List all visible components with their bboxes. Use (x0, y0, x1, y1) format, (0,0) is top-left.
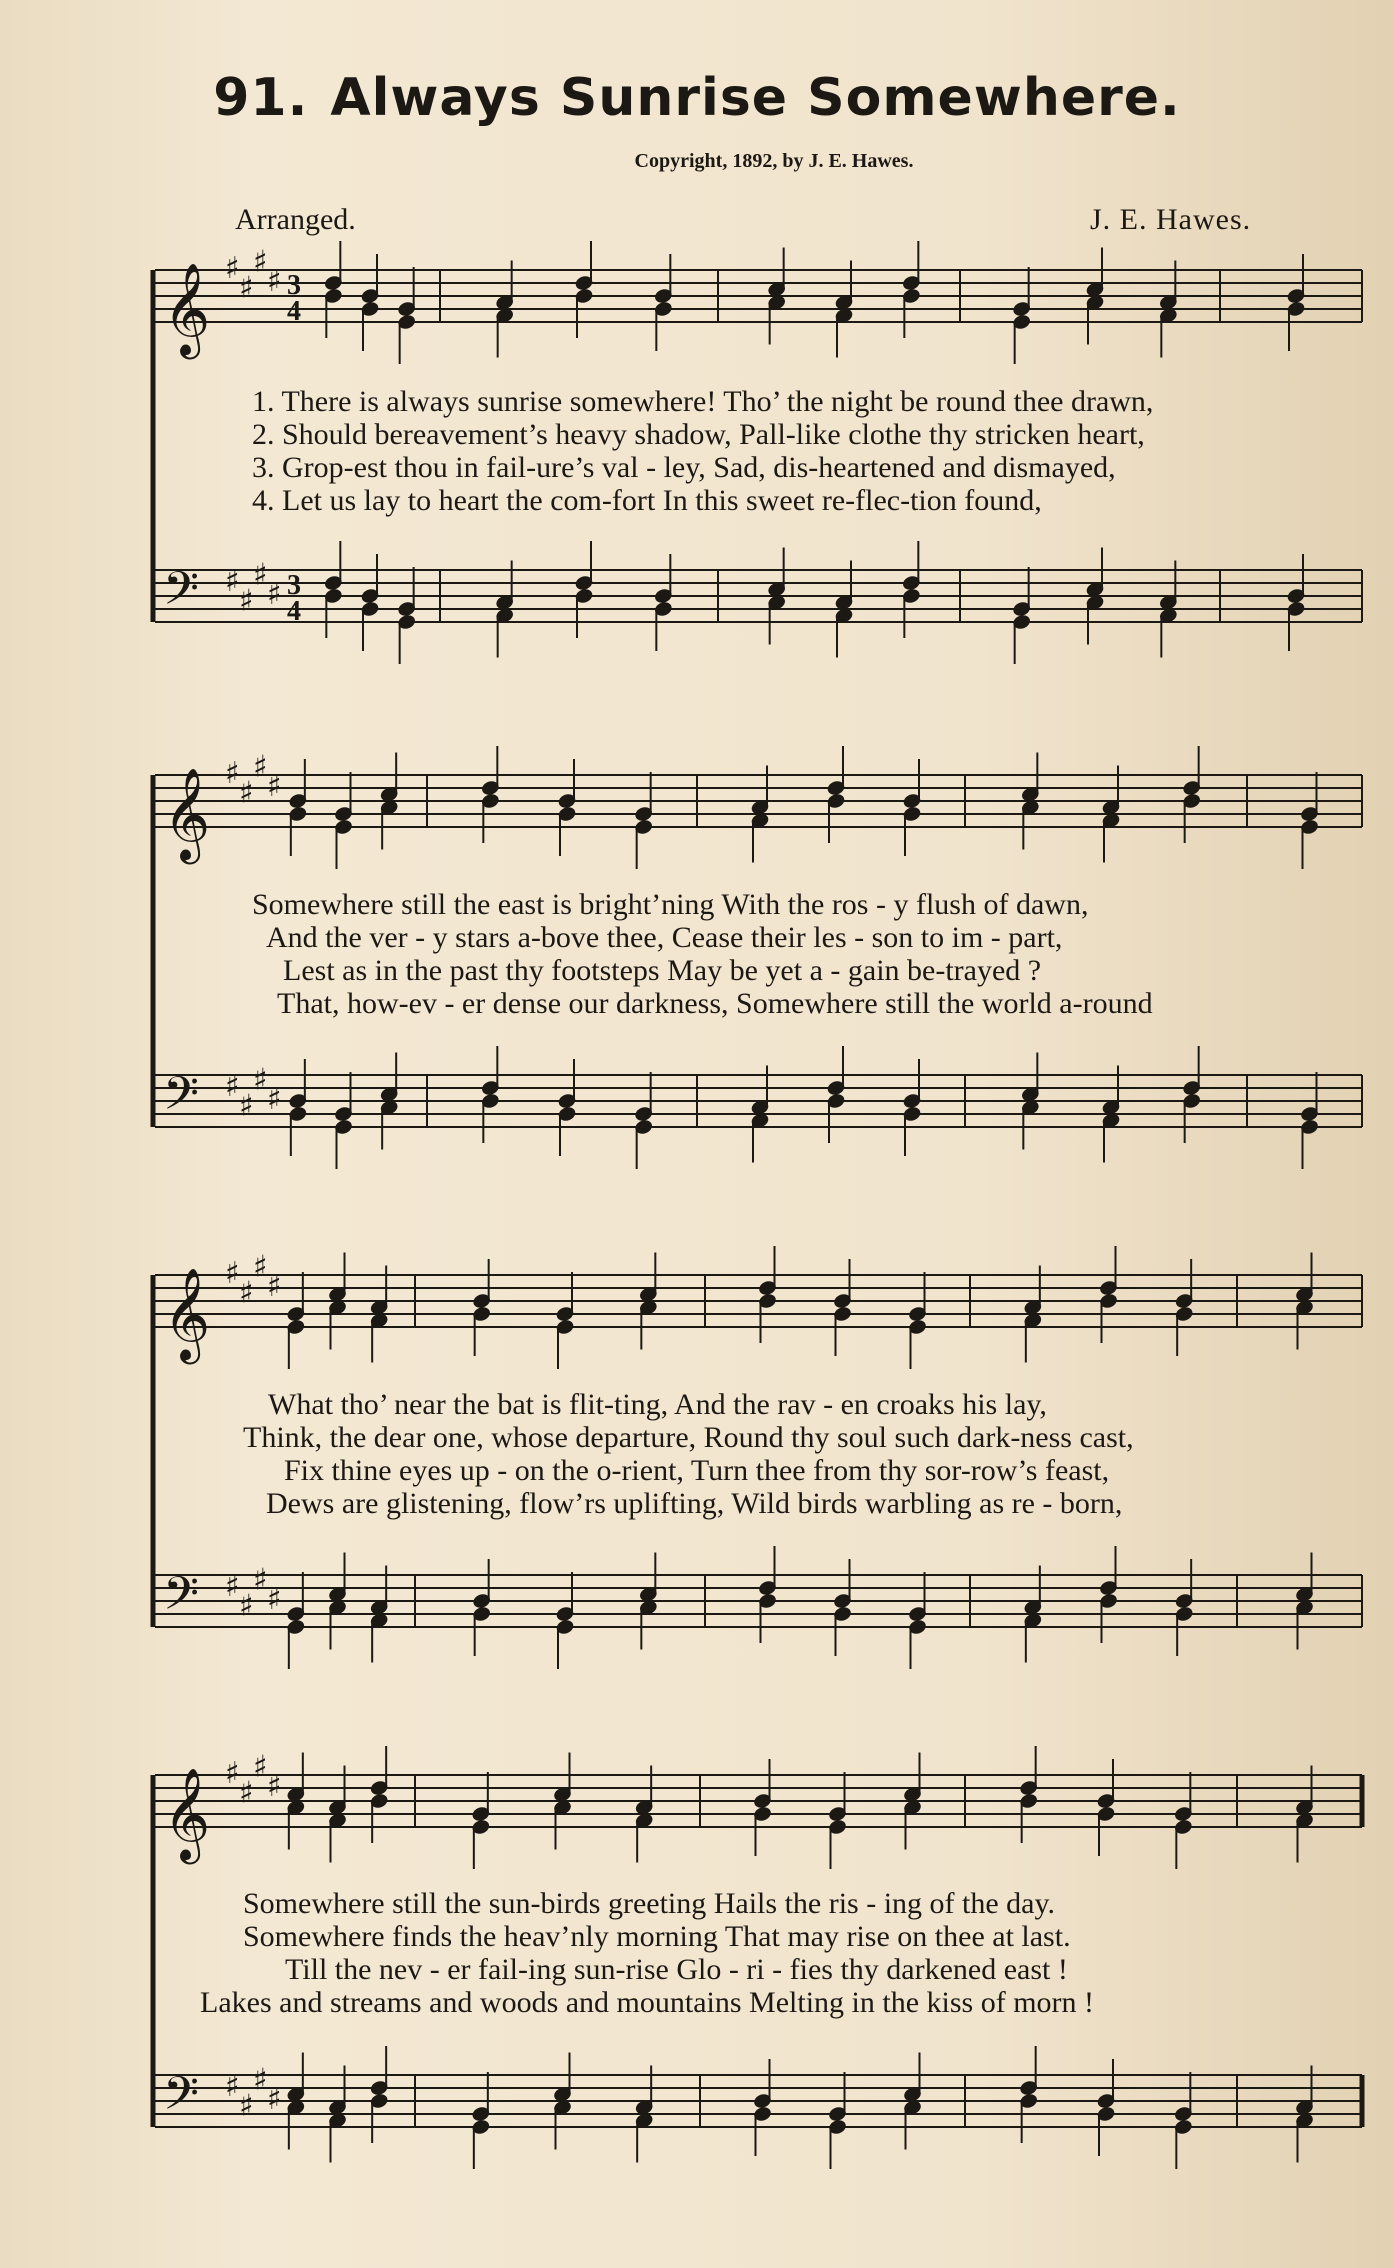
lyric-line: Till the nev - er fail-ing sun-rise Glo - ri - fies thy darkened east ! (285, 1953, 1068, 1986)
sharp-icon: ♯ (253, 1062, 268, 1098)
sharp-icon: ♯ (253, 1749, 268, 1785)
lyric-line: That, how-ev - er dense our darkness, Somewhere still the world a-round (277, 987, 1153, 1020)
sharp-icon: ♯ (239, 1275, 254, 1311)
treble-clef-icon: 𝄞 (163, 767, 211, 860)
copyright-notice: Copyright, 1892, by J. E. Hawes. (634, 150, 914, 172)
time-signature-top: 3 (287, 570, 301, 601)
bass-clef-icon: 𝄢 (163, 1067, 200, 1132)
sharp-icon: ♯ (267, 264, 282, 299)
time-signature-bottom: 4 (287, 596, 301, 627)
sharp-icon: ♯ (225, 251, 240, 286)
lyric-line: What tho’ near the bat is flit-ting, And the rav - en croaks his lay, (268, 1388, 1047, 1421)
sharp-icon: ♯ (225, 2069, 240, 2104)
sharp-icon: ♯ (239, 1588, 254, 1624)
lyric-line: 4. Let us lay to heart the com-fort In this sweet re-flec-tion found, (252, 484, 1042, 517)
time-signature-top: 3 (287, 270, 301, 301)
sharp-icon: ♯ (267, 769, 282, 804)
sharp-icon: ♯ (225, 1256, 240, 1291)
sharp-icon: ♯ (225, 1569, 240, 1604)
lyric-line: Somewhere still the sun-birds greeting Hails the ris - ing of the day. (243, 1887, 1056, 1920)
lyric-line: Somewhere finds the heav’nly morning That may rise on thee at last. (243, 1920, 1071, 1953)
sharp-icon: ♯ (225, 756, 240, 791)
sharp-icon: ♯ (239, 775, 254, 811)
hymn-title: Always Sunrise Somewhere. (330, 68, 1181, 128)
lyric-line: And the ver - y stars a-bove thee, Cease their les - son to im - part, (266, 921, 1063, 954)
composer-name: J. E. Hawes. (1090, 203, 1252, 236)
bass-clef-icon: 𝄢 (163, 2067, 200, 2132)
sharp-icon: ♯ (253, 557, 268, 593)
sharp-icon: ♯ (225, 1069, 240, 1104)
treble-clef-icon: 𝄞 (163, 1767, 211, 1860)
sharp-icon: ♯ (225, 564, 240, 599)
treble-clef-icon: 𝄞 (163, 1267, 211, 1360)
sharp-icon: ♯ (253, 1249, 268, 1285)
lyric-line: 3. Grop-est thou in fail-ure’s val - ley, Sad, dis-heartened and dismayed, (252, 451, 1116, 484)
sharp-icon: ♯ (225, 1756, 240, 1791)
lyric-line: Somewhere still the east is bright’ning With the ros - y flush of dawn, (252, 888, 1089, 921)
sharp-icon: ♯ (253, 1562, 268, 1598)
sharp-icon: ♯ (253, 2062, 268, 2098)
lyric-line: Dews are glistening, flow’rs uplifting, Wild birds warbling as re - born, (266, 1487, 1123, 1520)
sharp-icon: ♯ (267, 1082, 282, 1117)
bass-clef-icon: 𝄢 (163, 562, 200, 627)
sharp-icon: ♯ (239, 583, 254, 619)
bass-clef-icon: 𝄢 (163, 1567, 200, 1632)
sharp-icon: ♯ (267, 1769, 282, 1804)
sharp-icon: ♯ (239, 1775, 254, 1811)
sharp-icon: ♯ (267, 1582, 282, 1617)
sharp-icon: ♯ (267, 577, 282, 612)
treble-clef-icon: 𝄞 (163, 262, 211, 355)
lyric-line: 1. There is always sunrise somewhere! Tho’ the night be round thee drawn, (252, 385, 1154, 418)
sharp-icon: ♯ (253, 749, 268, 785)
lyric-line: Lest as in the past thy footsteps May be yet a - gain be-trayed ? (283, 954, 1042, 987)
lyric-line: Think, the dear one, whose departure, Round thy soul such dark-ness cast, (243, 1421, 1134, 1454)
sharp-icon: ♯ (267, 1269, 282, 1304)
sharp-icon: ♯ (267, 2082, 282, 2117)
arranged-label: Arranged. (235, 203, 356, 236)
lyric-line: 2. Should bereavement’s heavy shadow, Pall-like clothe thy stricken heart, (252, 418, 1145, 451)
sharp-icon: ♯ (239, 1088, 254, 1124)
sharp-icon: ♯ (239, 2088, 254, 2124)
time-signature-bottom: 4 (287, 296, 301, 327)
hymn-number: 91. (213, 68, 309, 128)
lyric-line: Fix thine eyes up - on the o-rient, Turn thee from thy sor-row’s feast, (284, 1454, 1110, 1487)
lyric-line: Lakes and streams and woods and mountains Melting in the kiss of morn ! (200, 1986, 1095, 2019)
sharp-icon: ♯ (239, 270, 254, 306)
sharp-icon: ♯ (253, 244, 268, 280)
